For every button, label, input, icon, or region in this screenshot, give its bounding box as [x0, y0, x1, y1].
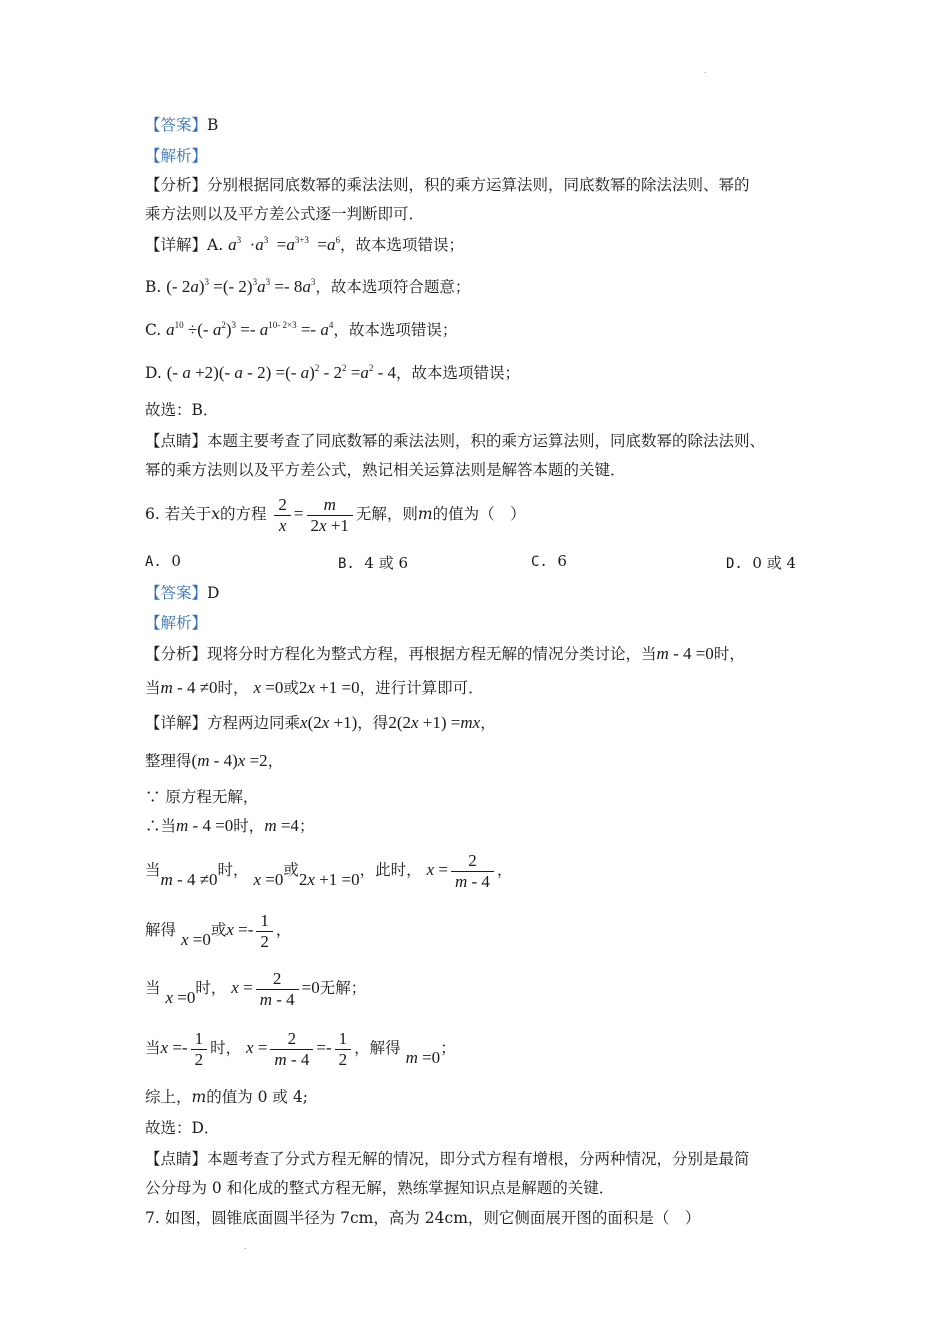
math-expression: $a^{10}$ ÷(- $a^2)^3 =- a^{10- 2\times 3} =- a^4$: [166, 320, 334, 339]
fenxi-text: ，进行计算即可．: [359, 679, 484, 697]
q6-case3-line: 当 x =0时， x = $\frac{2}{m - 4}$ =0无解；: [145, 968, 367, 1009]
detail-text: 或: [283, 861, 299, 879]
q6-since-line: ∵ 原方程无解，: [145, 788, 259, 806]
detail-text: 综上，: [145, 1088, 192, 1106]
fraction: $\frac{1}{2}$: [191, 1029, 208, 1070]
detail-text: 时，: [210, 1039, 242, 1057]
comment-tag: 【点睛】: [145, 432, 208, 450]
fenxi-text: 分别根据同底数幂的乘法法则，积的乘方运算法则，同底数幂的除法法则、幂的: [207, 176, 750, 194]
q5-detail-c: [145, 319, 457, 341]
detail-text: 时，: [217, 861, 249, 879]
q5-conclusion: 故选：B．: [145, 401, 219, 419]
fenxi-text: 或: [283, 679, 299, 697]
option-prefix: B.: [145, 278, 162, 296]
detail-text: 当: [145, 861, 161, 879]
answer-value: D: [207, 584, 220, 602]
q6-answer-line: [145, 582, 219, 604]
fraction: $\frac{m}{2x +1}$: [307, 495, 353, 536]
analysis-tag: 【解析】: [145, 147, 208, 165]
option-d: [726, 552, 796, 573]
fraction: $\frac{2}{m - 4}$: [256, 969, 299, 1010]
fraction: $\frac{1}{2}$: [256, 911, 273, 952]
q6-therefore-line: ∴当m - 4 =0时，m =4；: [145, 816, 315, 835]
detail-text: ，此时，: [359, 861, 422, 879]
q5-fenxi-line1: [145, 174, 750, 196]
answer-value: B: [207, 116, 219, 134]
detail-text: 当: [145, 979, 161, 997]
footer-dot: .: [244, 1242, 247, 1251]
q6-fenxi-line2: 当m - 4 ≠0时， x =0或2x +1 =0，进行计算即可．: [145, 678, 484, 697]
q6-comment-line1: [145, 1148, 750, 1170]
fenxi-tag: 【分析】: [145, 176, 208, 194]
option-label: A.: [145, 554, 162, 570]
detail-text: 方程两边同乘: [207, 714, 301, 732]
q6-conclusion: 故选：D．: [145, 1119, 220, 1137]
comment-text: 本题考查了分式方程无解的情况，即分式方程有增根，分两种情况，分别是最简: [207, 1150, 750, 1168]
q5-answer-line: [145, 114, 218, 136]
q5-detail-a: [145, 234, 464, 256]
detail-text: 时，: [233, 817, 265, 835]
fraction: $\frac{1}{2}$: [335, 1029, 352, 1070]
fraction: $\frac{2}{x}$: [274, 495, 291, 536]
detail-text: ∴当: [145, 817, 177, 835]
math-expression: $a^3 \cdot a^3 =a^{3+3} =a^6$: [228, 235, 341, 254]
q5-detail-d: [145, 362, 520, 384]
option-text: 4 或 6: [364, 554, 409, 572]
q7-stem: 7. 如图，圆锥底面圆半径为 7cm，高为 24cm，则它侧面展开图的面积是（ ）: [145, 1209, 701, 1227]
detail-text: ，解得: [354, 1039, 401, 1057]
fraction: $\frac{2}{m - 4}$: [451, 851, 494, 892]
option-label: C.: [531, 554, 548, 570]
fenxi-text: 时，: [217, 679, 249, 697]
q6-case4-line: 当x =- $\frac{1}{2}$ 时， x = $\frac{2}{m - 4}$ =- $\frac{1}{2}$ ，解得 m =0；: [145, 1028, 456, 1069]
q5-comment-line1: [145, 430, 765, 452]
q6-stem: 6. 若关于x的方程 $\frac{2}{x}$ = $\frac{m}{2x +1}$ 无解，则m的值为（ ）: [145, 494, 526, 535]
option-prefix: D.: [145, 364, 162, 382]
stem-text: 无解，则: [355, 505, 418, 523]
q5-detail-b: [145, 276, 470, 298]
stem-text: 的方程: [219, 505, 267, 523]
q6-comment-line2: 公分母为 0 和化成的整式方程无解，熟练掌握知识点是解题的关键．: [145, 1179, 615, 1197]
comment-tag: 【点睛】: [145, 1150, 208, 1168]
detail-tag: 【详解】: [145, 236, 208, 254]
math-expression: (- 2a)$^3$ =(- $2)^3a^3 =- 8a^3$: [166, 277, 316, 296]
option-c: [531, 552, 567, 570]
fenxi-text: 现将分时方程化为整式方程，再根据方程无解的情况分类讨论，当: [207, 645, 657, 663]
q5-fenxi-line2: 乘方法则以及平方差公式逐一判断即可．: [145, 205, 425, 223]
comment-text: ，故本选项符合题意；: [315, 278, 471, 296]
answer-tag: 【答案】: [145, 584, 208, 602]
q6-detail-line1: 【详解】方程两边同乘x(2x +1)，得2(2x +1) =mx，: [145, 713, 496, 732]
q6-case2-line: 当m - 4 ≠0时， x =0或2x +1 =0，此时， x = $\frac{2}{m - 4}$ ，: [145, 850, 513, 891]
fenxi-tag: 【分析】: [145, 645, 208, 663]
fraction: $\frac{2}{m - 4}$: [270, 1029, 313, 1070]
answer-tag: 【答案】: [145, 116, 208, 134]
analysis-tag: 【解析】: [145, 614, 208, 632]
detail-text: 的值为 0 或 4;: [206, 1088, 308, 1106]
stem-text: 的值为（ ）: [432, 505, 526, 523]
fenxi-text: 当: [145, 679, 161, 697]
q6-fenxi-line1: 【分析】现将分时方程化为整式方程，再根据方程无解的情况分类讨论，当m - 4 =0时，: [145, 644, 745, 663]
option-a: [145, 552, 181, 570]
option-text: 0: [171, 552, 181, 570]
variable: x: [211, 505, 220, 523]
detail-text: 无解；: [319, 979, 367, 997]
option-label: B.: [338, 556, 355, 572]
detail-text: ，得: [357, 714, 389, 732]
math-expression: (- a +2)(- a - 2) =(- $a)^2 - 2^2 =a^2 - 4$: [166, 363, 396, 382]
variable: m: [191, 1088, 207, 1106]
option-prefix: A.: [207, 236, 224, 254]
detail-text: 或: [210, 921, 227, 939]
comment-text: ，故本选项错误；: [340, 236, 465, 254]
variable: m: [417, 505, 433, 523]
q5-comment-line2: 幂的乘方法则以及平方差公式，熟记相关运算法则是解答本题的关键．: [145, 461, 626, 479]
stem-text: 6. 若关于: [145, 505, 212, 523]
option-prefix: C.: [145, 321, 162, 339]
detail-text: 时，: [195, 979, 227, 997]
comment-text: ，故本选项错误；: [333, 321, 458, 339]
detail-text: 解得: [145, 921, 177, 939]
q6-summary-line: [145, 1086, 308, 1108]
comment-text: ，故本选项错误；: [396, 364, 521, 382]
detail-text: 当: [145, 1039, 161, 1057]
comment-text: 本题主要考查了同底数幂的乘法法则，积的乘方运算法则，同底数幂的除法法则、: [207, 432, 766, 450]
option-text: 6: [557, 552, 567, 570]
option-b: [338, 552, 408, 573]
q6-detail-line2: 整理得(m - 4)x =2，: [145, 751, 284, 770]
detail-tag: 【详解】: [145, 714, 208, 732]
fenxi-text: 时，: [713, 645, 745, 663]
detail-text: 整理得: [145, 752, 192, 770]
option-label: D.: [726, 556, 743, 572]
option-text: 0 或 4: [752, 554, 797, 572]
q6-solve-line: 解得 x =0或x =- $\frac{1}{2}$ ，: [145, 910, 292, 951]
header-dot: .: [704, 66, 707, 75]
